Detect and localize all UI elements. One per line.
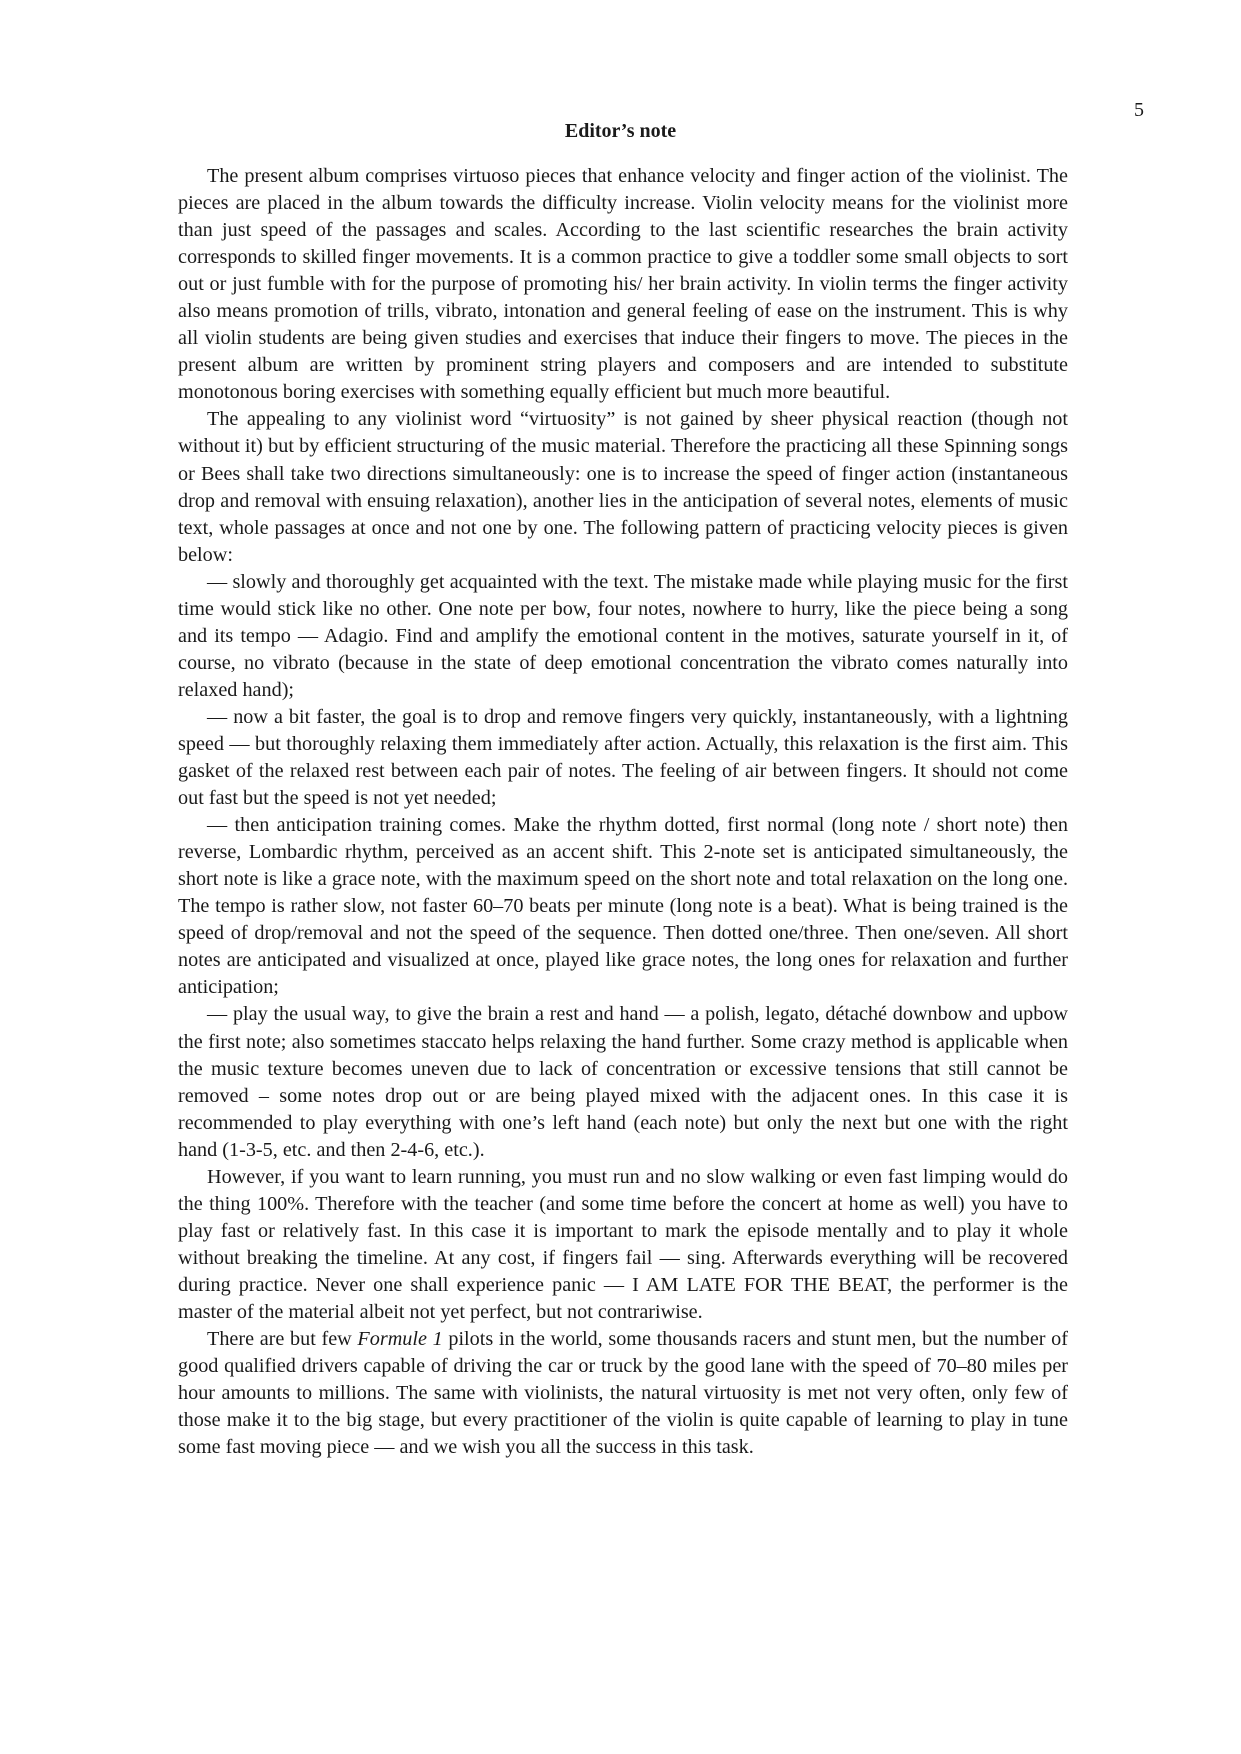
paragraph-step-slow: — slowly and thoroughly get acquainted with the text. The mistake made while playing music for the first time would stick like no other. One note per bow, four notes, nowhere to hurry, like the piece being a song and its tempo — Adagio. Find and amplify the emotional content in the motives, saturate yourself in it, of course, no vibrato (because in the state of deep emotional concentration the vibrato comes naturally into relaxed hand); bbox=[178, 570, 1068, 701]
paragraph-step-faster: — now a bit faster, the goal is to drop and remove fingers very quickly, instantaneously, with a lightning speed — but thoroughly relaxing them immediately after action. Actually, this relaxation is the first aim. This gasket of the relaxed rest between each pair of notes. The feeling of air between fingers. It should not come out fast but the speed is not yet needed; bbox=[178, 705, 1068, 810]
page-title: Editor’s note bbox=[564, 120, 677, 142]
closing-text-start: There are but few bbox=[207, 1328, 358, 1351]
paragraph-closing bbox=[178, 1326, 1068, 1461]
paragraph-step-anticipation: — then anticipation training comes. Make the rhythm dotted, first normal (long note / short note) then reverse, Lombardic rhythm, perceived as an accent shift. This 2-note set is anticipated simultaneously, the short note is like a grace note, with the maximum speed on the short note and total relaxation on the long one. The tempo is rather slow, not faster 60–70 beats per minute (long note is a beat). What is being trained is the speed of drop/removal and not the speed of the sequence. Then dotted one/three. Then one/seven. All short notes are anticipated and visualized at once, played like grace notes, the long ones for relaxation and further anticipation; bbox=[178, 814, 1068, 999]
paragraph-running: However, if you want to learn running, you must run and no slow walking or even fast limping would do the thing 100%. Therefore with the teacher (and some time before the concert at home as well) you have to play fast or relatively fast. In this case it is important to mark the episode mentally and to play it whole without breaking the timeline. At any cost, if fingers fail — sing. Afterwards everything will be recovered during practice. Never one shall experience panic — I AM LATE FOR THE BEAT, the performer is the master of the material albeit not yet perfect, but not contrariwise. bbox=[178, 1165, 1068, 1323]
page-number: 5 bbox=[1134, 99, 1144, 121]
closing-text-end: pilots in the world, some thousands racers and stunt men, but the number of good qualified drivers capable of driving the car or truck by the good lane with the speed of 70–80 miles per hour amounts to millions. The same with violinists, the natural virtuosity is met not very often, only few of those make it to the big stage, but every practitioner of the violin is quite capable of learning to play in tune some fast moving piece — and we wish you all the success in this task. bbox=[178, 1328, 1068, 1459]
closing-italic-term: Formule 1 bbox=[357, 1328, 443, 1351]
body-text bbox=[178, 163, 1068, 1461]
paragraph-step-usual: — play the usual way, to give the brain a rest and hand — a polish, legato, détaché downbow and upbow the first note; also sometimes staccato helps relaxing the hand further. Some crazy method is applicable when the music texture becomes uneven due to lack of concentration or excessive tensions that still cannot be removed – some notes drop out or are being played mixed with the adjacent ones. In this case it is recommended to play everything with one’s left hand (each note) but only the next but one with the right hand (1-3-5, etc. and then 2-4-6, etc.). bbox=[178, 1003, 1068, 1161]
paragraph-intro: The present album comprises virtuoso pieces that enhance velocity and finger action of the violinist. The pieces are placed in the album towards the difficulty increase. Violin velocity means for the violinist more than just speed of the passages and scales. According to the last scientific researches the brain activity corresponds to skilled finger movements. It is a common practice to give a toddler some small objects to sort out or just fumble with for the purpose of promoting his/ her brain activity. In violin terms the finger activity also means promotion of trills, vibrato, intonation and general feeling of ease on the instrument. This is why all violin students are being given studies and exercises that induce their fingers to move. The pieces in the present album are written by prominent string players and composers and are intended to substitute monotonous boring exercises with something equally efficient but much more beautiful. bbox=[178, 165, 1068, 404]
paragraph-virtuosity: The appealing to any violinist word “virtuosity” is not gained by sheer physical reaction (though not without it) but by efficient structuring of the music material. Therefore the practicing all these Spinning songs or Bees shall take two directions simultaneously: one is to increase the speed of finger action (instantaneous drop and removal with ensuing relaxation), another lies in the anticipation of several notes, elements of music text, whole passages at once and not one by one. The following pattern of practicing velocity pieces is given below: bbox=[178, 408, 1068, 566]
